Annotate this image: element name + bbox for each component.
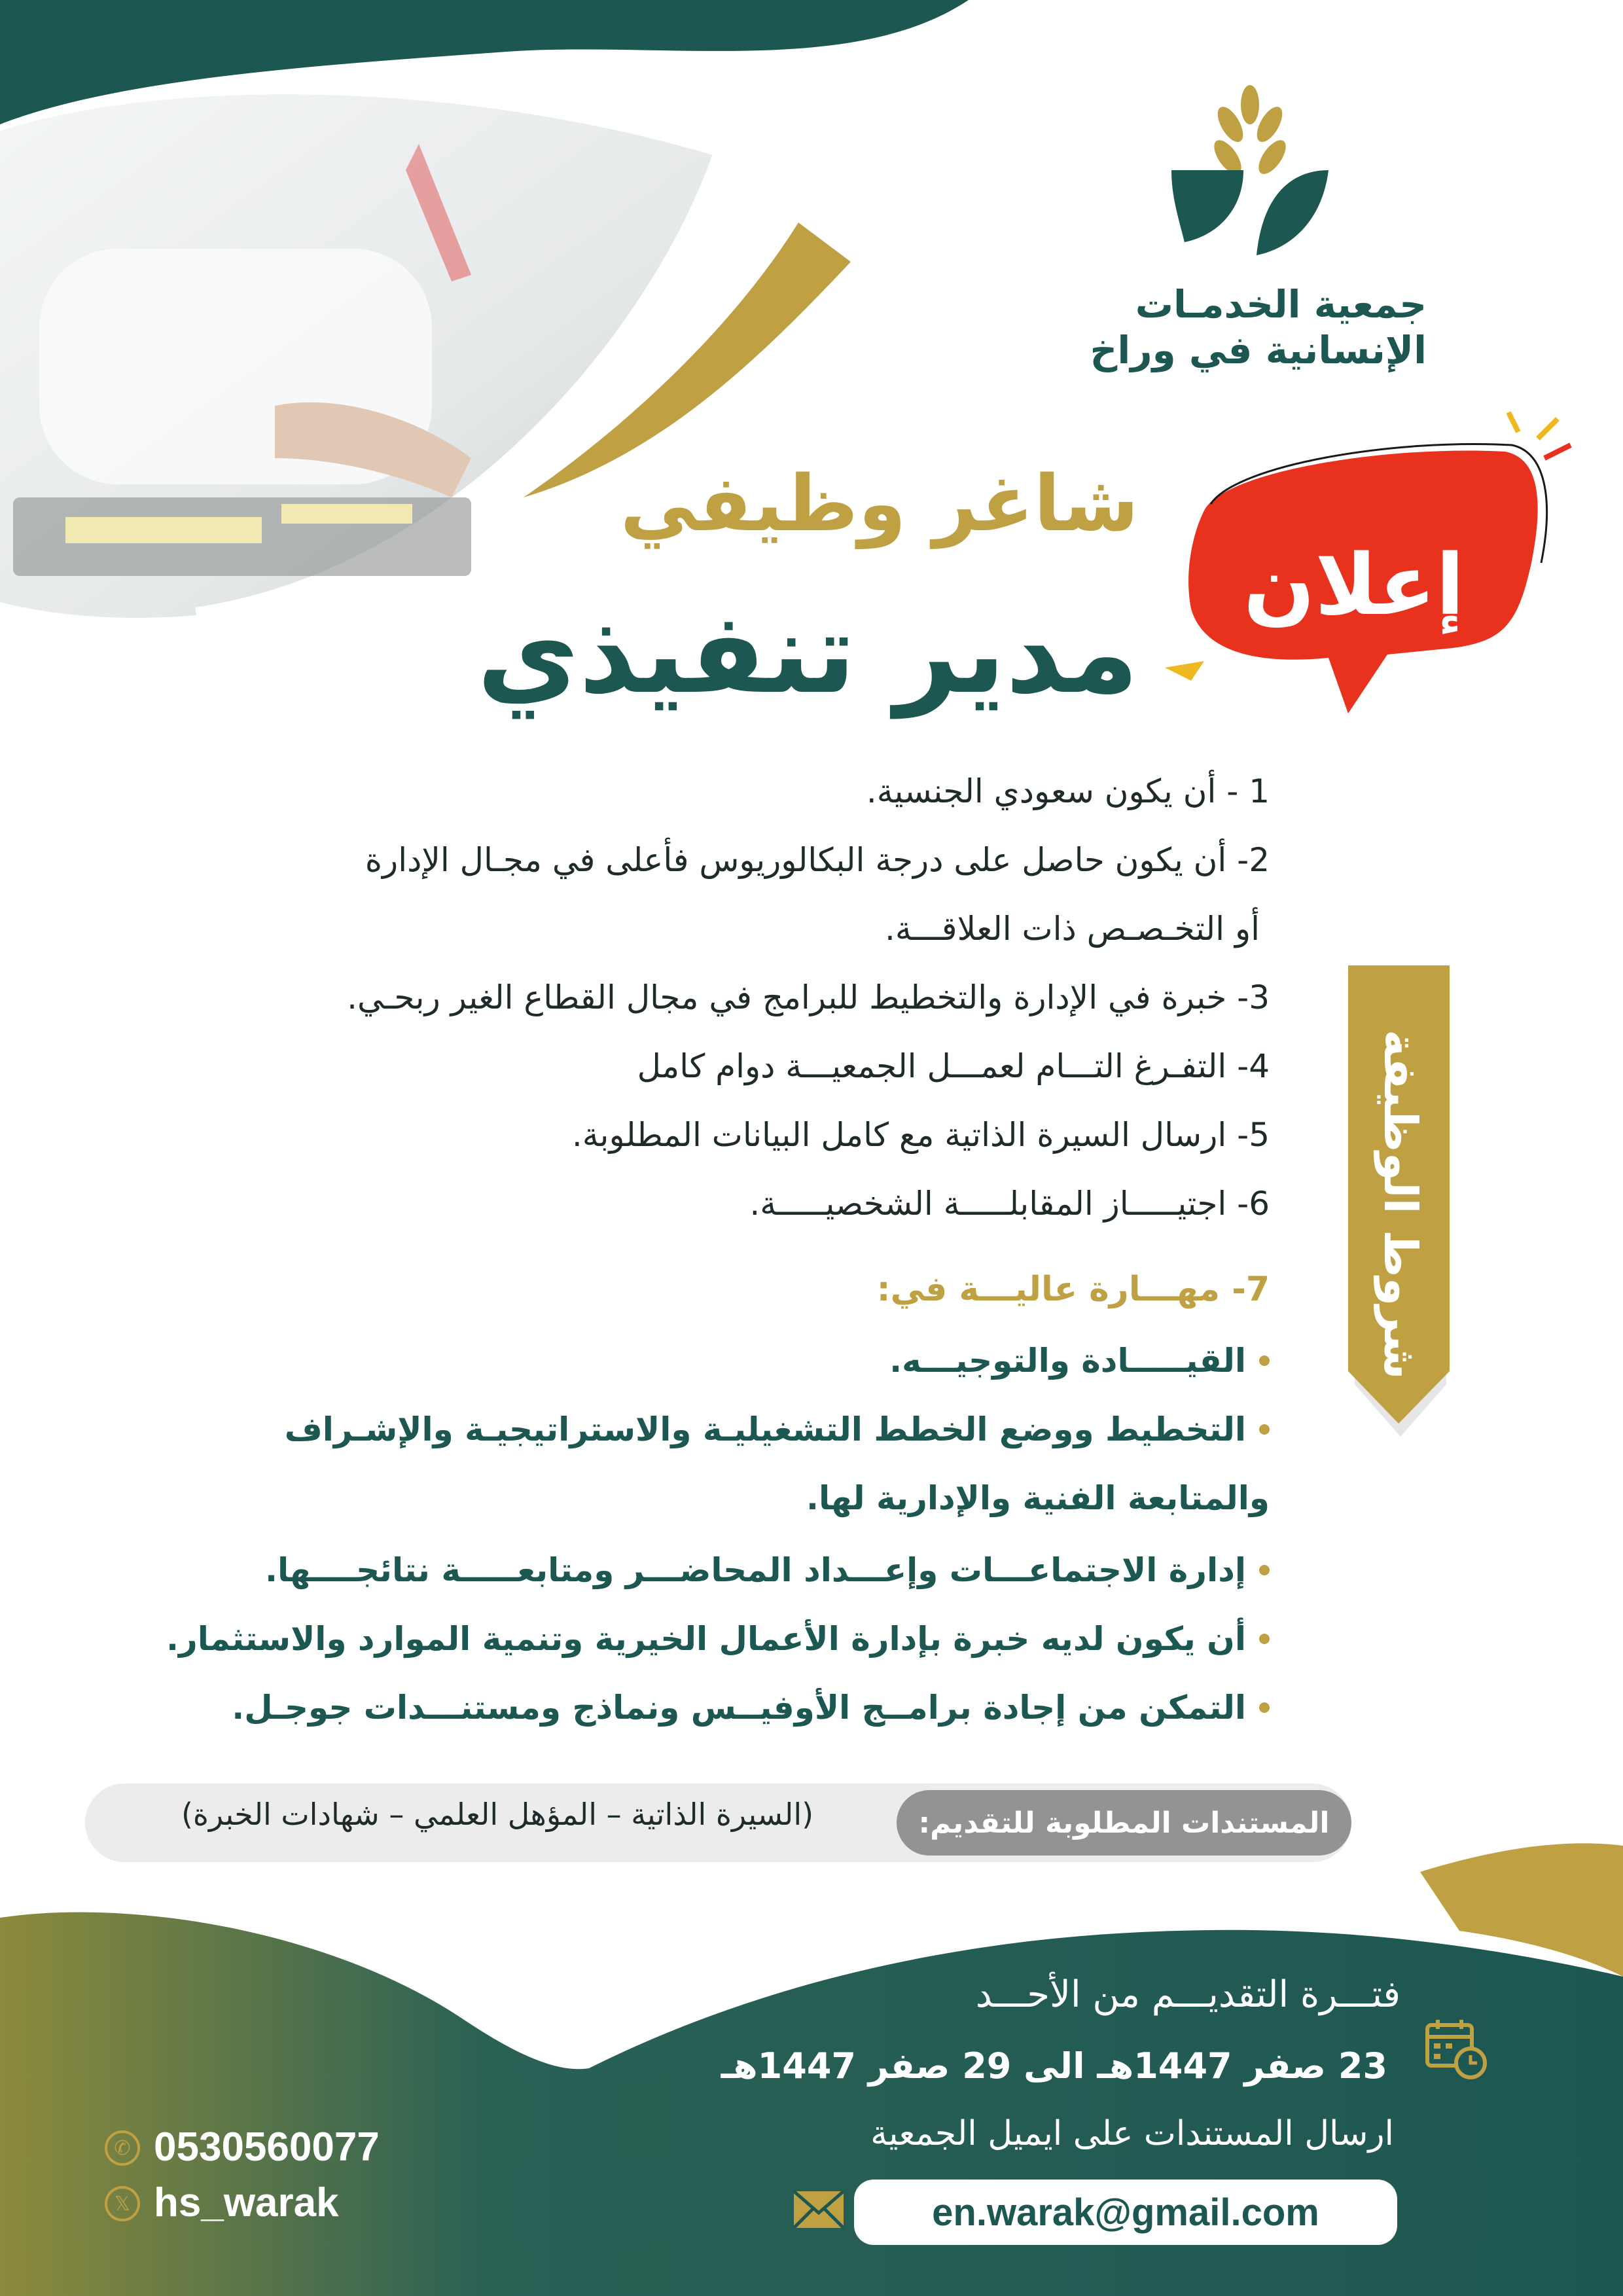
skill-item: القيـــــادة والتوجيـــه. <box>889 1342 1270 1380</box>
email-instruction: ارسال المستندات على ايميل الجمعية <box>870 2114 1394 2153</box>
announcement-label: إعلان <box>1243 537 1465 634</box>
org-name-line2: الإنسانية في وراخ <box>1090 328 1427 372</box>
documents-label: المستندات المطلوبة للتقديم: <box>897 1790 1351 1856</box>
bullet-icon <box>1259 1424 1270 1435</box>
x-logo-icon: 𝕏 <box>105 2186 140 2221</box>
bullet-icon <box>1259 1634 1270 1644</box>
social-handle[interactable]: hs_warak <box>154 2180 339 2225</box>
requirement-2-cont: أو التخـصـص ذات العلاقـــة. <box>885 910 1260 948</box>
bullet-icon <box>1259 1702 1270 1713</box>
requirement-4: 4- التفـرغ التـــام لعمـــل الجمعيـــة دوام كامل <box>637 1047 1270 1085</box>
skills-heading: 7- مهـــارة عاليـــة في: <box>876 1270 1270 1309</box>
phone-icon: ✆ <box>105 2130 140 2166</box>
calendar-icon <box>1423 2016 1489 2081</box>
requirement-5: 5- ارسال السيرة الذاتية مع كامل البيانات المطلوبة. <box>571 1116 1270 1154</box>
skill-item: التمكن من إجادة برامــج الأوفيــس ونماذج ومستنـــدات جوجـل. <box>232 1689 1270 1727</box>
application-period: فتـــرة التقديـــم من الأحـــد <box>975 1973 1400 2016</box>
skill-item: التخطيط ووضع الخطط التشغيليـة والاستراتيجيـة والإشـراف <box>285 1410 1270 1448</box>
job-conditions-label: شروط الوظيفة <box>1374 1029 1427 1380</box>
wheat-logo-icon <box>1165 85 1335 275</box>
org-name-line1: جمعية الخدمـات <box>1135 282 1427 327</box>
vacancy-title: شاغر وظيفي <box>620 458 1139 548</box>
requirement-3: 3- خبرة في الإدارة والتخطيط للبرامج في مجال القطاع الغير ربحـي. <box>347 978 1270 1016</box>
requirement-6: 6- اجتيـــــاز المقابلـــــة الشخصيـــــة. <box>749 1185 1270 1223</box>
email-link[interactable]: en.warak@gmail.com <box>854 2179 1397 2245</box>
requirement-2: 2- أن يكون حاصل على درجة البكالوريوس فأعلى في مجـال الإدارة <box>365 841 1270 879</box>
skill-item-cont: والمتابعة الفنية والإدارية لها. <box>806 1479 1270 1517</box>
skill-item: إدارة الاجتماعـــات وإعـــداد المحاضـــر ومتابعـــــة نتائجــــها. <box>265 1551 1270 1589</box>
job-title: مدير تنفيذي <box>476 589 1139 719</box>
skill-item: أن يكون لديه خبرة بإدارة الأعمال الخيرية وتنمية الموارد والاستثمار. <box>166 1620 1270 1658</box>
mail-icon <box>792 2189 846 2230</box>
phone-number[interactable]: 0530560077 <box>154 2125 380 2170</box>
requirement-1: 1 - أن يكون سعودي الجنسية. <box>866 772 1270 810</box>
bullet-icon <box>1259 1355 1270 1366</box>
application-dates: 23 صفر 1447هـ الى 29 صفر 1447هـ <box>721 2045 1387 2087</box>
documents-list: (السيرة الذاتية – المؤهل العلمي – شهادات الخبرة) <box>181 1797 814 1832</box>
bullet-icon <box>1259 1565 1270 1575</box>
